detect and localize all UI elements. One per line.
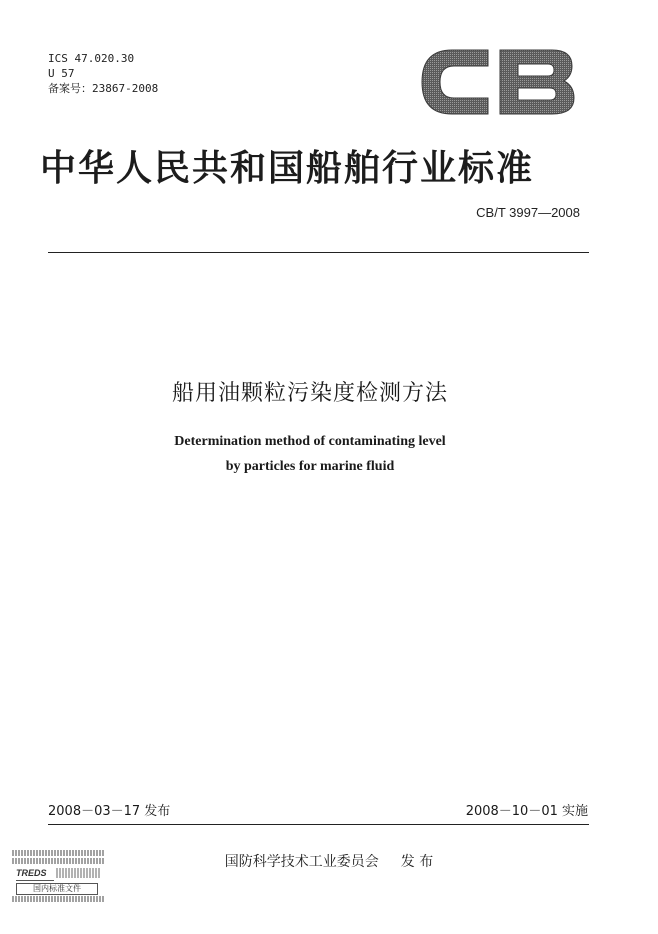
ics-code: ICS 47.020.30 xyxy=(48,52,135,65)
publisher-name: 国防科学技术工业委员会 xyxy=(224,854,379,870)
document-title-en-line1: Determination method of contaminating level xyxy=(174,434,446,449)
stamp-footer-line xyxy=(12,896,104,902)
library-stamp xyxy=(12,848,104,904)
stamp-barcode-line xyxy=(12,858,104,864)
record-number: 备案号：23867-2008 xyxy=(48,82,159,95)
footer-divider xyxy=(48,824,589,825)
cb-logo xyxy=(418,46,578,118)
document-title-en-line2: by particles for marine fluid xyxy=(225,459,395,474)
stamp-logo: TREDS xyxy=(16,868,54,881)
standard-code: CB/T 3997—2008 xyxy=(476,205,580,220)
stamp-box-label: 国内标准文件 xyxy=(16,883,98,895)
cb-logo-icon xyxy=(418,46,578,118)
stamp-barcode-line xyxy=(12,850,104,856)
document-title-zh: 船用油颗粒污染度检测方法 xyxy=(171,381,448,406)
standard-body-title: 中华人民共和国船舶行业标准 xyxy=(40,148,535,189)
classification-code: U 57 xyxy=(48,67,75,80)
header-divider xyxy=(48,252,589,253)
publisher-action: 发 布 xyxy=(400,854,434,870)
issue-date: 2008－03－17 发布 xyxy=(48,804,171,819)
stamp-text-block xyxy=(56,868,100,878)
implementation-date: 2008－10－01 实施 xyxy=(465,804,588,819)
